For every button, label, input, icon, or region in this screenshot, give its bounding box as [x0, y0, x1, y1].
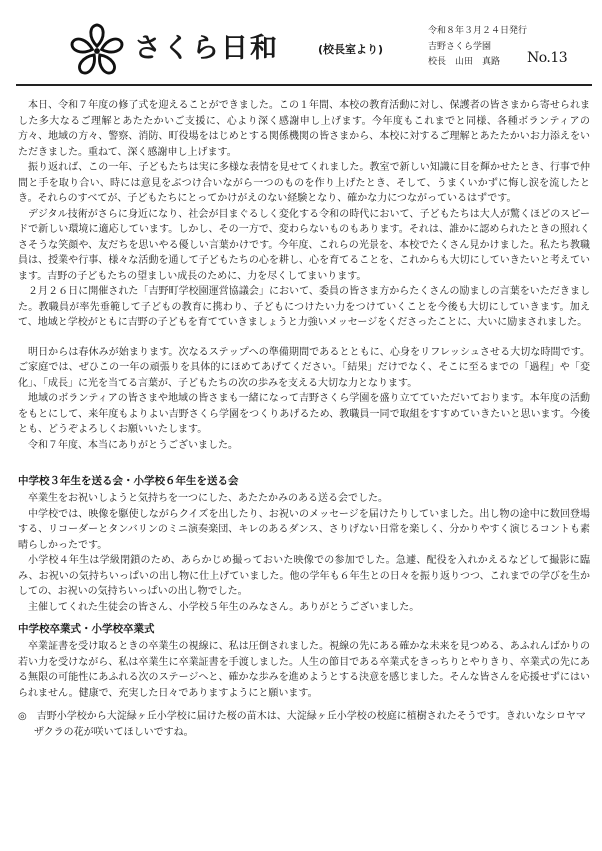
- paragraph: 卒業生をお祝いしようと気持ちを一つにした、あたたかみのある送る会でした。: [28, 493, 388, 504]
- section-heading-farewell: 中学校３年生を送る会・小学校６年生を送る会: [18, 475, 239, 487]
- spacer: [18, 331, 590, 345]
- footnote: ◎ 吉野小学校から大淀緑ヶ丘小学校に届けた桜の苗木は、大淀緑ヶ丘小学校の校庭に植樹されたそうです。きれいなシロヤマザクラの花が咲いてほしいですね。: [18, 711, 586, 738]
- issue-number: No.13: [527, 50, 568, 66]
- sakura-logo-icon: [68, 22, 126, 80]
- paragraph: 地域のボランティアの皆さまや地域の皆さまも一緒になって吉野さくら学園を盛り立てていただいております。本年度の活動をもとにして、来年度もよりよい吉野さくら学園をつくりあげるため、教職員一同で取組をすすめていきたいと思います。今後とも、どうぞよろしくお願いいたします。: [18, 393, 590, 435]
- newsletter-title: さくら日和: [134, 33, 279, 64]
- paragraph: デジタル技術がさらに身近になり、社会が目まぐるしく変化する令和の時代において、子どもたちは大人が驚くほどのスピードで新しい環境に適応しています。しかし、その一方で、変わらないものもあります。それは、誰かに認められたときの照れくさそうな笑顔や、友だちを思いやる優しい言葉かけです。今年度、これらの光景を、本校でたくさん見かけました。私たち教職員は、授業や行事、様々な活動を通して子どもたちの心を耕し、心を育てることを、これからも大切にしていきたいと考えています。吉野の子どもたちの望ましい成長のために、力を尽くしてまいります。: [18, 208, 590, 282]
- publication-info: [428, 24, 527, 71]
- paragraph: 本日、令和７年度の修了式を迎えることができました。この１年間、本校の教育活動に対し、保護者の皆さまから寄せられました多大なるご理解とあたたかいご支援に、心より深く感謝申し上げます。今年度もこれまでと同様、各種ボランティアの方々、地域の方々、警察、消防、町役場をはじめとする関係機関の皆さまから、本校に対するご理解とあたたかいお力添えをいただきました。重ねて、深く感謝申し上げます。: [18, 100, 590, 158]
- header-divider: [16, 84, 592, 86]
- paragraph: 卒業証書を受け取るときの卒業生の視線に、私は圧倒されました。視線の先にある確かな未来を見つめる、あふれんばかりの若い力を受けながら、私は卒業生に卒業証書を手渡しました。人生の節目である卒業式をきっちりとやりきり、卒業式の先にある無限の可能性にあふれる次のステージへと、確かな歩みを進めようとする決意を感じました。そんな皆さんを応援せずにはいられません。健康で、充実した日々でありますようにと願います。: [18, 641, 590, 699]
- paragraph: 主催してくれた生徒会の皆さん、小学校５年生のみなさん。ありがとうございました。: [28, 601, 420, 613]
- paragraph: 振り返れば、この一年、子どもたちは実に多様な表情を見せてくれました。教室で新しい知識に目を輝かせたとき、行事で仲間と手を取り合い、時には意見をぶつけ合いながら一つのものを作り上げたとき、そして、うまくいかずに悔し涙を流したとき。それらのすべてが、子どもたちにとってかけがえのない経験となり、確かな力につながっているはずです。: [18, 162, 590, 204]
- paragraph: ２月２６日に開催された「吉野町学校園運営協議会」において、委員の皆さま方からたくさんの励ましの言葉をいただきました。教職員が率先垂範して子どもの教育に携わり、子どもにつけたい力をつけていくことを今後も大切にしていきます。加えて、地域と学校がともに吉野の子どもを育てていきましょうと力強いメッセージをくださったことに、大いに励まされました。: [18, 286, 590, 328]
- paragraph: 小学校４年生は学級閉鎖のため、あらかじめ撮っておいた映像での参加でした。急遽、配役を入れかえるなどして撮影に臨み、お祝いの気持ちいっぱいの出し物に仕上げていました。他の学年も６年生との日々を振り返りつつ、これまでの学びを生かしての、お祝いの気持ちいっぱいの出し物でした。: [18, 555, 590, 597]
- spacer: [18, 453, 590, 467]
- paragraph: 明日からは春休みが始まります。次なるステップへの準備期間であるとともに、心身をリフレッシュさせる大切な時間です。ご家庭では、ぜひこの一年の頑張りを具体的にほめてあげてください。「結果」だけでなく、そこに至るまでの「過程」や「変化」、「成長」に光を当てる言葉が、子どもたちの次の歩みを支える大切な力となります。: [18, 346, 590, 389]
- newsletter-subtitle: (校長室より): [318, 43, 384, 56]
- school-name: 吉野さくら学園: [428, 41, 492, 52]
- issue-date: 令和８年３月２４日発行: [428, 26, 528, 36]
- principal-name: 校長 山田 真路: [428, 57, 501, 67]
- section-heading-graduation: 中学校卒業式・小学校卒業式: [18, 623, 155, 635]
- masthead: [68, 18, 578, 90]
- paragraph: 令和７年度、本当にありがとうございました。: [28, 439, 238, 451]
- article-body: [18, 98, 590, 740]
- paragraph: 中学校では、映像を駆使しながらクイズを出したり、お祝いのメッセージを届けたりしていました。出し物の途中に数回登場する、リコーダーとタンバリンのミニ演奏楽団、キレのあるダンス、さりげない日常を楽しく、分かりやすく演じるコントも素晴らしかったです。: [18, 508, 590, 551]
